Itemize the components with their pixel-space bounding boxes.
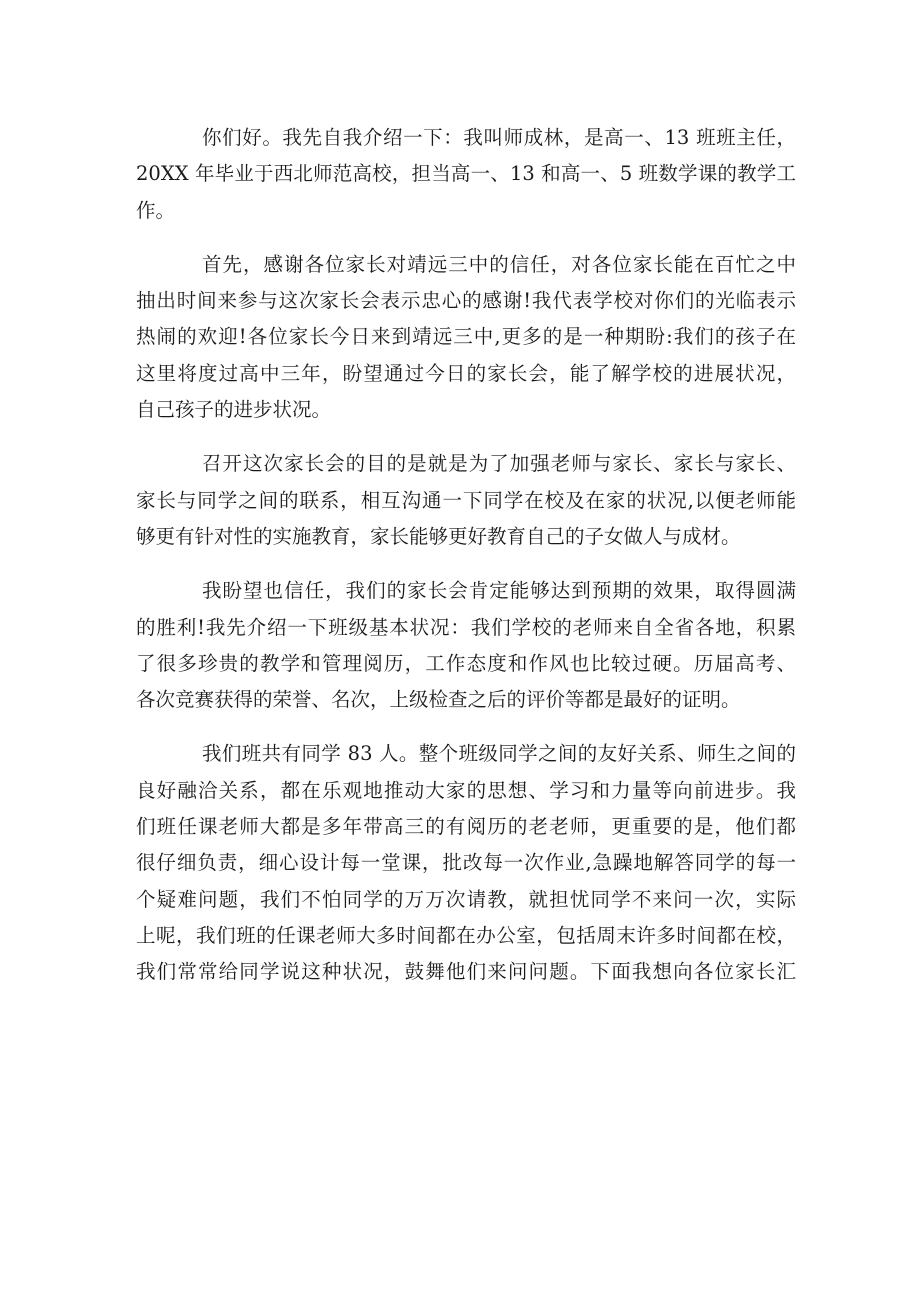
text-line: 我们班共有同学 83 人。整个班级同学之间的友好关系、师生之间的 [202, 742, 796, 766]
document-body [136, 120, 796, 1009]
text-line: 这里将度过高中三年，盼望通过今日的家长会，能了解学校的进展状况， [136, 361, 796, 385]
text-line: 个疑难问题，我们不怕同学的万万次请教，就担忧同学不来问一次，实际 [136, 887, 796, 911]
paragraph-purpose [136, 446, 796, 555]
text-line: 我盼望也信任，我们的家长会肯定能够达到预期的效果，取得圆满 [202, 579, 796, 603]
text-line: 良好融洽关系，都在乐观地推动大家的思想、学习和力量等向前进步。我 [136, 778, 796, 802]
text-line: 热闹的欢迎!各位家长今日来到靖远三中,更多的是一种期盼:我们的孩子在 [136, 325, 796, 349]
paragraph-expectation [136, 573, 796, 718]
text-line: 家长与同学之间的联系，相互沟通一下同学在校及在家的状况,以便老师能 [136, 488, 796, 512]
text-line: 上呢，我们班的任课老师大多时间都在办公室，包括周末许多时间都在校， [136, 923, 796, 947]
text-line: 们班任课老师大都是多年带高三的有阅历的老老师，更重要的是，他们都 [136, 815, 796, 839]
text-line: 你们好。我先自我介绍一下：我叫师成林，是高一、13 班班主任， [202, 126, 796, 149]
text-line: 了很多珍贵的教学和管理阅历，工作态度和作风也比较过硬。历届高考、 [136, 651, 796, 675]
text-line: 各次竞赛获得的荣誉、名次，上级检查之后的评价等都是最好的证明。 [136, 688, 741, 712]
paragraph-thanks [136, 247, 796, 428]
text-line: 抽出时间来参与这次家长会表示忠心的感谢!我代表学校对你们的光临表示 [136, 289, 796, 313]
text-line: 我们常常给同学说这种状况，鼓舞他们来问问题。下面我想向各位家长汇 [136, 960, 796, 984]
text-line: 召开这次家长会的目的是就是为了加强老师与家长、家长与家长、 [202, 452, 796, 476]
text-line: 的胜利!我先介绍一下班级基本状况：我们学校的老师来自全省各地，积累 [136, 615, 796, 639]
paragraph-class-overview [136, 736, 796, 990]
text-line: 作。 [136, 198, 176, 222]
text-line: 够更有针对性的实施教育，家长能够更好教育自己的子女做人与成材。 [136, 524, 741, 548]
text-line: 20XX 年毕业于西北师范高校，担当高一、13 和高一、5 班数学课的教学工 [136, 162, 796, 186]
text-line: 首先，感谢各位家长对靖远三中的信任，对各位家长能在百忙之中 [202, 252, 796, 276]
text-line: 自己孩子的进步状况。 [136, 398, 332, 422]
paragraph-self-introduction [136, 120, 796, 229]
text-line: 很仔细负责，细心设计每一堂课，批改每一次作业,急躁地解答同学的每一 [136, 851, 796, 875]
